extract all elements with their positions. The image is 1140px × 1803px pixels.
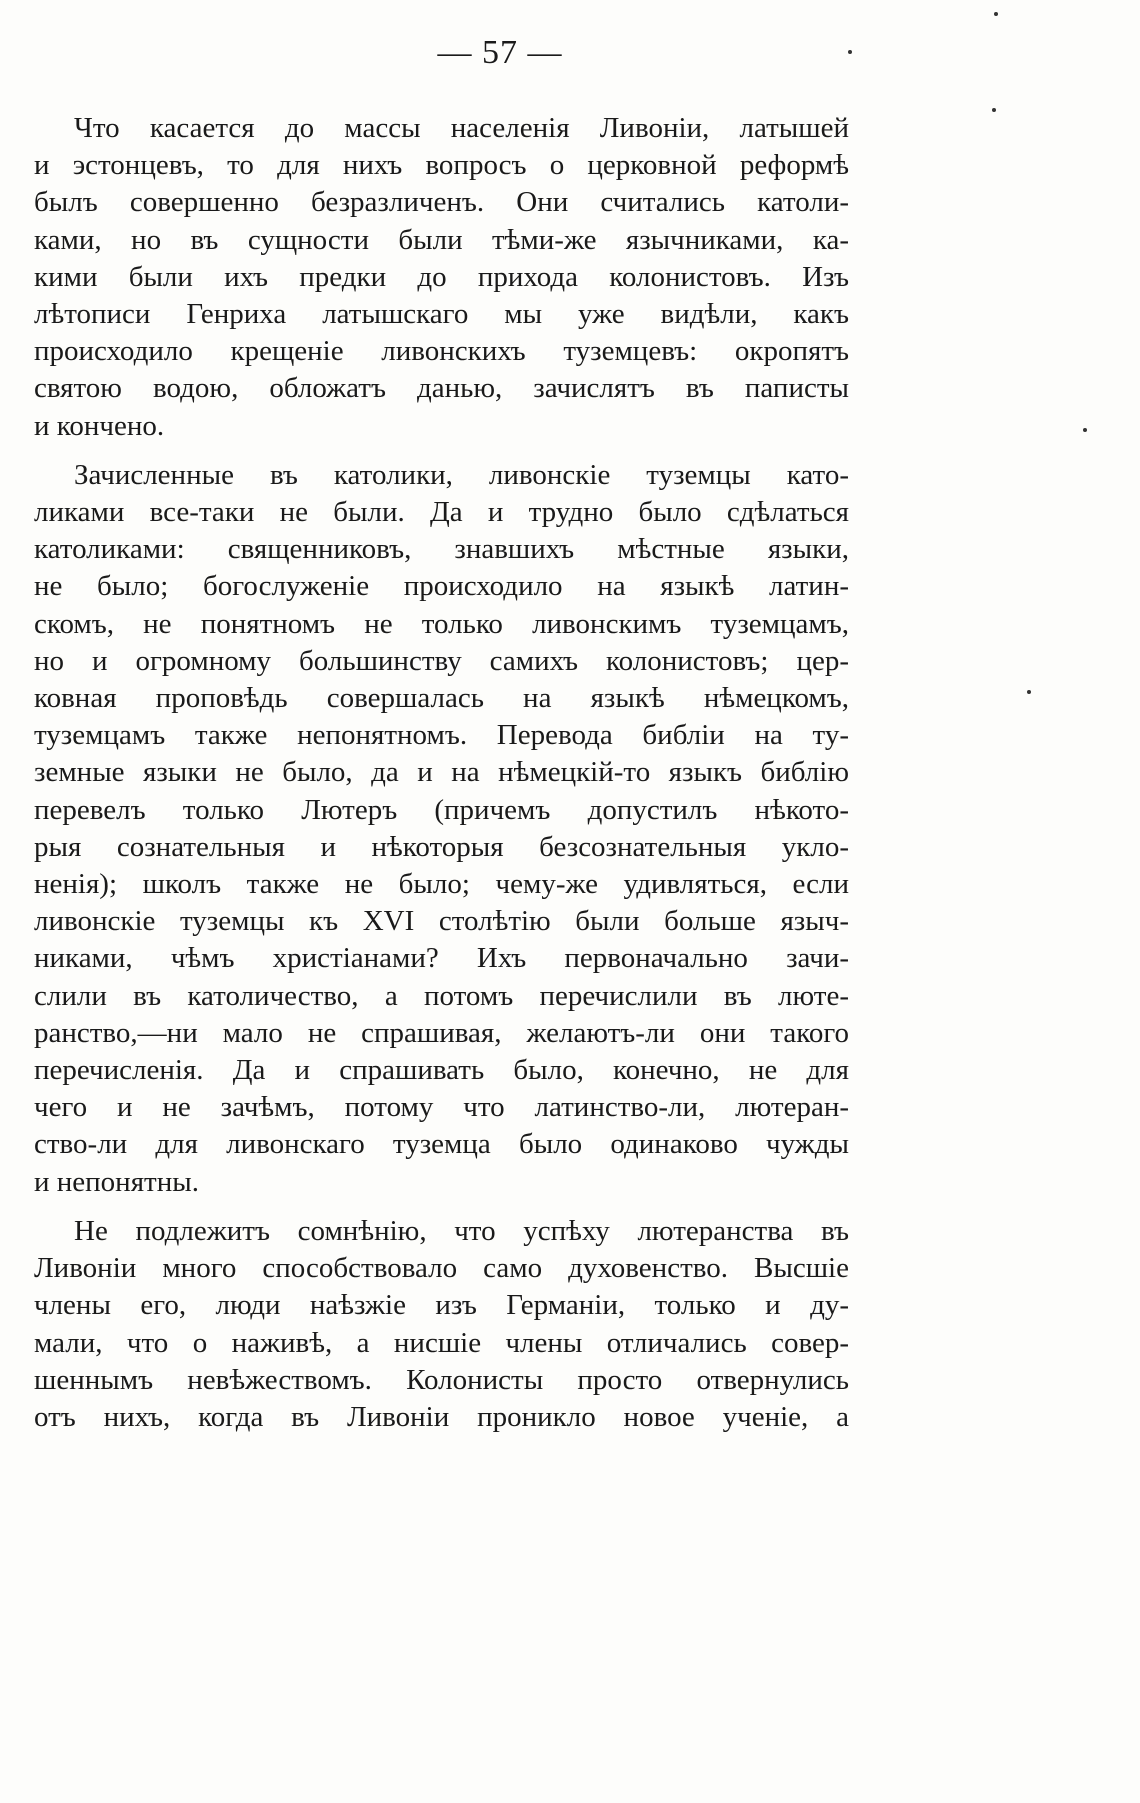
text-line: Не подлежитъ сомнѣнію, что успѣху лютеранства въ [74, 1214, 849, 1247]
print-speck [992, 108, 996, 112]
text-line: земные языки не было, да и на нѣмецкій-то языкъ библію [34, 756, 849, 789]
print-speck [1027, 690, 1031, 694]
text-line: лѣтописи Генриха латышскаго мы уже видѣли, какъ [34, 298, 849, 331]
print-speck [848, 50, 852, 54]
text-line: мали, что о наживѣ, а нисшіе члены отличались совер- [34, 1326, 849, 1359]
page-number: — 57 — [437, 34, 563, 71]
text-line: скомъ, не понятномъ не только ливонскимъ туземцамъ, [34, 607, 849, 640]
text-line: перевелъ только Лютеръ (причемъ допустилъ нѣкото- [34, 793, 849, 826]
text-line: Ливоніи много способствовало само духовенство. Высшіе [34, 1252, 849, 1285]
text-line: кими были ихъ предки до прихода колонистовъ. Изъ [34, 260, 849, 293]
text-line: перечисленія. Да и спрашивать было, конечно, не для [34, 1054, 849, 1087]
text-line: но и огромному большинству самихъ колонистовъ; цер- [34, 644, 849, 677]
text-line: ранство,—ни мало не спрашивая, желаютъ-ли они такого [34, 1016, 849, 1049]
text-line: происходило крещеніе ливонскихъ туземцевъ: окропятъ [34, 335, 849, 368]
paragraph-3 [34, 1213, 849, 1436]
text-line: ненія); школъ также не было; чему-же удивляться, если [34, 868, 849, 901]
paragraph-2 [34, 457, 849, 1201]
text-line: не было; богослуженіе происходило на языкѣ латин- [34, 570, 849, 603]
body-text [34, 110, 849, 1436]
text-line: Зачисленные въ католики, ливонскіе туземцы като- [74, 458, 849, 491]
text-line: члены его, люди наѣзжіе изъ Германіи, только и ду- [34, 1289, 849, 1322]
text-line: ливонскіе туземцы къ XVI столѣтію были больше языч- [34, 905, 849, 938]
text-line: слили въ католичество, а потомъ перечислили въ люте- [34, 979, 849, 1012]
text-line: туземцамъ также непонятномъ. Перевода библіи на ту- [34, 719, 849, 752]
text-line: ковная проповѣдь совершалась на языкѣ нѣмецкомъ, [34, 682, 849, 715]
text-line: и непонятны. [34, 1165, 199, 1198]
text-line: никами, чѣмъ христіанами? Ихъ первоначально зачи- [34, 942, 849, 975]
text-line: рыя сознательныя и нѣкоторыя безсознательныя уклo- [34, 830, 849, 863]
print-speck [994, 12, 998, 16]
paragraph-1 [34, 110, 849, 445]
text-line: чего и не зачѣмъ, потому что латинство-ли, лютеран- [34, 1091, 849, 1124]
text-line: ство-ли для ливонскаго туземца было одинаково чужды [34, 1128, 849, 1161]
text-line: и эстонцевъ, то для нихъ вопросъ о церковной реформѣ [34, 149, 849, 182]
text-line: Что касается до массы населенія Ливоніи, латышей [74, 112, 849, 144]
text-line: шеннымъ невѣжествомъ. Колонисты просто отвернулись [34, 1363, 849, 1396]
text-line: святою водою, обложатъ данью, зачислятъ въ паписты [34, 372, 849, 405]
text-line: католиками: священниковъ, знавшихъ мѣстные языки, [34, 533, 849, 566]
text-line: отъ нихъ, когда въ Ливоніи проникло новое ученіе, а [34, 1400, 849, 1433]
text-line: ками, но въ сущности были тѣми-же язычниками, ка- [34, 223, 849, 256]
text-line: и кончено. [34, 409, 165, 442]
text-line: былъ совершенно безразличенъ. Они считались католи- [34, 186, 849, 219]
text-line: ликами все-таки не были. Да и трудно было сдѣлаться [34, 496, 849, 529]
print-speck [1083, 428, 1087, 432]
